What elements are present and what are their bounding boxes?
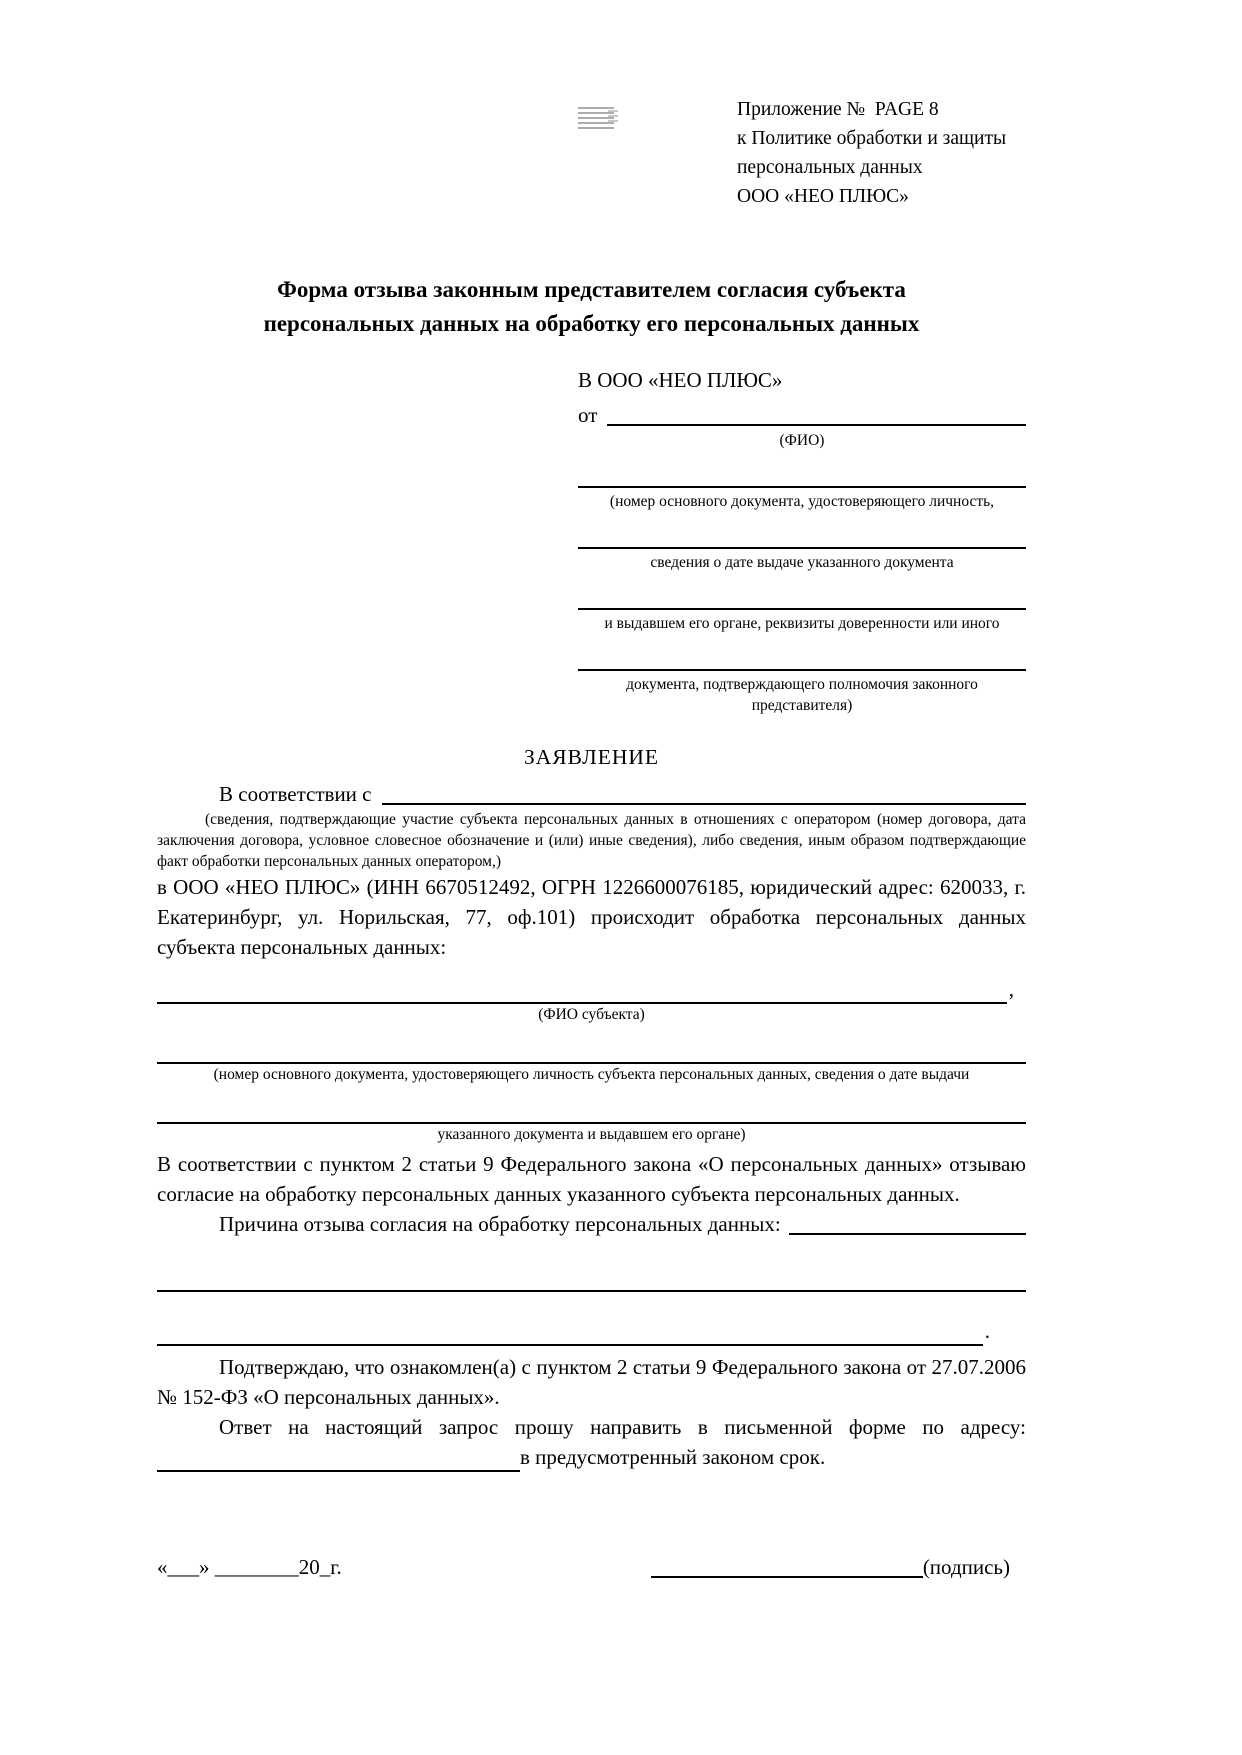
date-line: «___» ________20_г. <box>157 1555 342 1579</box>
reason-end-row <box>157 1316 1026 1346</box>
addressee-block <box>578 364 1026 716</box>
signature-caption: (подпись) <box>922 1555 1010 1579</box>
issuer-caption: и выдавшем его органе, реквизиты доверенности или иного <box>604 615 1000 632</box>
fio-blank-line <box>607 424 1026 426</box>
form-title <box>157 273 1026 341</box>
form-title-line-2: персональных данных на обработку его персональных данных <box>263 311 920 336</box>
signature-blank-line <box>651 1576 923 1578</box>
reason-line-period: . <box>984 1319 990 1343</box>
form-title-line-1: Форма отзыва законным представителем согласия субъекта <box>277 277 906 302</box>
appendix-note-line-3: персональных данных <box>737 157 923 178</box>
withdrawal-paragraph: В соответствии с пунктом 2 статьи 9 Федерального закона «О персональных данных» отзываю согласие на обработку персональных данных указанного субъекта персональных данных. <box>157 1152 1026 1206</box>
issue-date-blank-line <box>578 522 1026 549</box>
appendix-note-line-2: к Политике обработки и защиты <box>737 128 1007 149</box>
issuer-blank-line <box>578 583 1026 610</box>
accordance-row <box>157 779 1026 809</box>
reason-row <box>157 1209 1026 1239</box>
doc-number-caption: (номер основного документа, удостоверяющего личность, <box>609 493 995 510</box>
fio-caption: (ФИО) <box>779 432 825 449</box>
reply-address-row <box>157 1442 1026 1472</box>
subject-fio-row <box>157 974 1026 1004</box>
subject-doc-caption-1: (номер основного документа, удостоверяющего личность субъекта персональных данных, сведения о дате выдачи <box>213 1066 970 1083</box>
subject-fio-caption: (ФИО субъекта) <box>538 1006 645 1023</box>
signature-group <box>651 1552 1010 1582</box>
doc-number-blank-line <box>578 461 1026 488</box>
authority-doc-caption: документа, подтверждающего полномочия законного представителя) <box>626 676 978 714</box>
field-code-icon <box>578 107 614 131</box>
reason-blank-line-2 <box>157 1265 1026 1292</box>
subject-doc-blank-line-2 <box>157 1097 1026 1124</box>
subject-line-comma: , <box>1008 977 1014 1001</box>
reply-address-blank-line <box>157 1445 520 1472</box>
subject-fio-blank-line <box>157 977 1007 1004</box>
operator-paragraph: в ООО «НЕО ПЛЮС» (ИНН 6670512492, ОГРН 1226600076185, юридический адрес: 620033, г. Екатеринбург, ул. Норильская, 77, оф.101) происходит обработка персональных данных субъекта персональных данных: <box>157 875 1026 959</box>
footer-row <box>157 1552 1026 1582</box>
statement-heading: ЗАЯВЛЕНИЕ <box>523 745 660 769</box>
confirmation-paragraph: Подтверждаю, что ознакомлен(а) с пунктом 2 статьи 9 Федерального закона от 27.07.2006 № 152-ФЗ «О персональных данных». <box>157 1355 1026 1409</box>
reply-suffix: в предусмотренный законом срок. <box>520 1445 826 1469</box>
from-label: от <box>578 403 598 427</box>
from-row <box>578 397 1026 430</box>
appendix-note <box>737 95 1026 211</box>
accordance-caption: (сведения, подтверждающие участие субъекта персональных данных в отношениях с оператором (номер договора, дата заключения договора, условное словесное обозначение и (или) иные сведения), либо сведения, иным образом подтверждающие факт обработки персональных данных оператором,) <box>157 811 1026 870</box>
reason-label: Причина отзыва согласия на обработку персональных данных: <box>219 1212 781 1236</box>
reason-blank-line-3 <box>157 1319 983 1346</box>
subject-doc-blank-line-1 <box>157 1037 1026 1064</box>
appendix-note-line-1: Приложение № PAGE 8 <box>737 99 939 120</box>
accordance-prefix: В соответствии с <box>219 782 372 806</box>
authority-doc-blank-line <box>578 644 1026 671</box>
subject-doc-caption-2: указанного документа и выдавшем его органе) <box>437 1126 746 1143</box>
appendix-note-line-4: ООО «НЕО ПЛЮС» <box>737 186 909 207</box>
issue-date-caption: сведения о дате выдаче указанного документа <box>650 554 954 571</box>
reply-paragraph: Ответ на настоящий запрос прошу направить в письменной форме по адресу: <box>219 1415 1026 1439</box>
addressee-org: В ООО «НЕО ПЛЮС» <box>578 368 783 392</box>
reason-blank-line-1 <box>789 1233 1026 1235</box>
accordance-blank-line <box>382 803 1027 805</box>
